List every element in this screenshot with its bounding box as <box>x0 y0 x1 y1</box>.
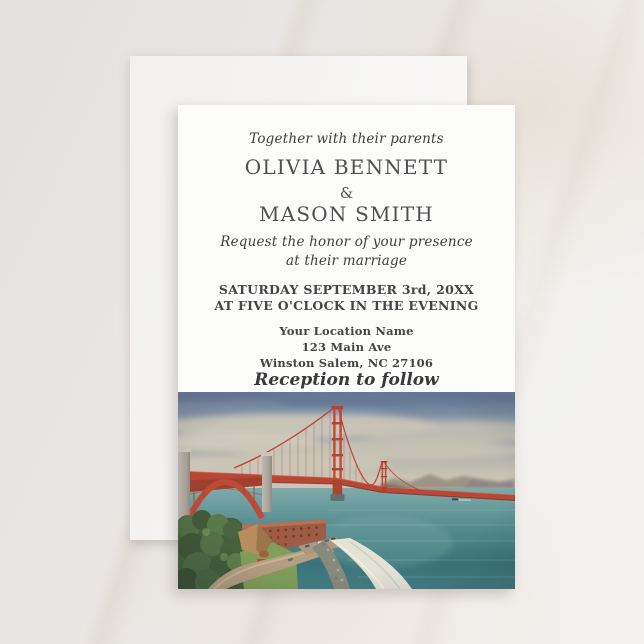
reception-note: Reception to follow <box>254 370 439 390</box>
venue-address-2: Winston Salem, NC 27106 <box>259 356 434 370</box>
golden-gate-photo <box>178 392 515 589</box>
venue-name: Your Location Name <box>279 324 414 338</box>
venue-address-1: 123 Main Ave <box>301 340 392 354</box>
groom-name: MASON SMITH <box>259 202 434 226</box>
ampersand: & <box>339 184 354 202</box>
invitation-intro: Together with their parents <box>249 131 444 147</box>
request-line-1: Request the honor of your presence <box>220 234 473 250</box>
event-time: AT FIVE O'CLOCK IN THE EVENING <box>214 298 479 313</box>
photo-vignette <box>178 392 515 589</box>
event-date: SATURDAY SEPTEMBER 3rd, 20XX <box>218 282 475 297</box>
request-line-2: at their marriage <box>285 253 408 269</box>
bride-name: OLIVIA BENNETT <box>244 155 449 179</box>
invitation-card <box>178 105 515 589</box>
